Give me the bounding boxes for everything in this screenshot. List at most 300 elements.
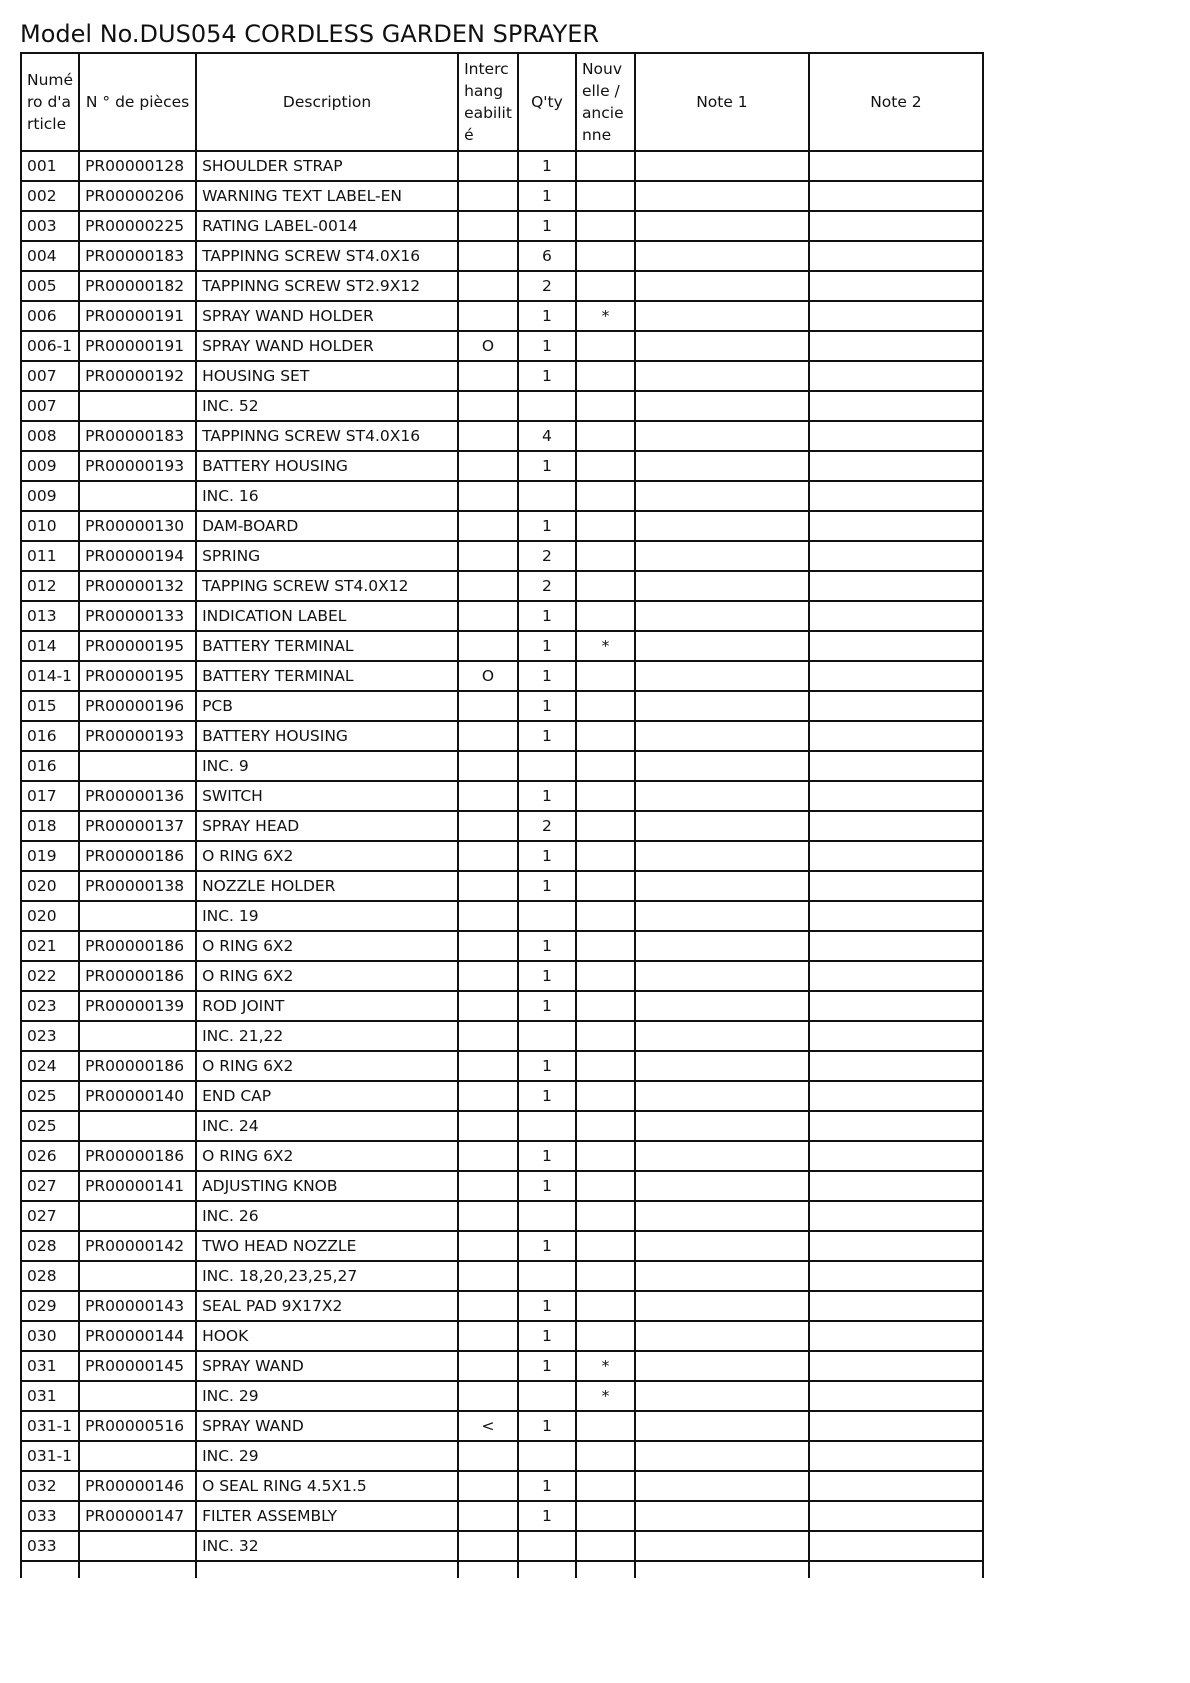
cell-description: INC. 29 (196, 1381, 458, 1411)
col-header-note-1: Note 1 (635, 53, 809, 151)
cell-note-2 (809, 331, 983, 361)
cell-note-2 (809, 241, 983, 271)
cell-item-number: 017 (21, 781, 79, 811)
cell-item-number: 031-1 (21, 1441, 79, 1471)
cell-interchangeability (458, 991, 518, 1021)
cell-item-number: 003 (21, 211, 79, 241)
cell-part-number (79, 901, 196, 931)
table-row (21, 781, 983, 811)
cell-interchangeability (458, 511, 518, 541)
cell-note-2 (809, 1501, 983, 1531)
table-row (21, 481, 983, 511)
cell-note-2 (809, 1141, 983, 1171)
cell-note-1 (635, 1171, 809, 1201)
cell-note-1 (635, 601, 809, 631)
table-row (21, 1231, 983, 1261)
cell-part-number: PR00000192 (79, 361, 196, 391)
cell-item-number: 023 (21, 1021, 79, 1051)
cell-note-2 (809, 1261, 983, 1291)
cell-description: RATING LABEL-0014 (196, 211, 458, 241)
cell-new-old (576, 1471, 635, 1501)
cell-interchangeability (458, 451, 518, 481)
cell-item-number: 004 (21, 241, 79, 271)
cell-description: INC. 9 (196, 751, 458, 781)
cell-note-1 (635, 1261, 809, 1291)
cell-part-number: PR00000137 (79, 811, 196, 841)
cell-note-2 (809, 1321, 983, 1351)
cell-new-old (576, 1051, 635, 1081)
cell-part-number: PR00000196 (79, 691, 196, 721)
cell-note-1 (635, 661, 809, 691)
cell-note-2 (809, 301, 983, 331)
empty-cell (21, 1561, 79, 1578)
table-row (21, 421, 983, 451)
cell-new-old (576, 181, 635, 211)
cell-item-number: 007 (21, 391, 79, 421)
cell-item-number: 022 (21, 961, 79, 991)
cell-item-number: 021 (21, 931, 79, 961)
cell-new-old (576, 1441, 635, 1471)
col-header-part-number: N ° de pièces (79, 53, 196, 151)
cell-note-2 (809, 1201, 983, 1231)
cell-item-number: 023 (21, 991, 79, 1021)
cell-note-2 (809, 1411, 983, 1441)
cell-note-2 (809, 361, 983, 391)
cell-note-1 (635, 751, 809, 781)
cell-quantity: 1 (518, 1471, 576, 1501)
cell-part-number: PR00000147 (79, 1501, 196, 1531)
table-row (21, 1051, 983, 1081)
cell-description: O RING 6X2 (196, 1051, 458, 1081)
cell-part-number: PR00000146 (79, 1471, 196, 1501)
cell-item-number: 020 (21, 901, 79, 931)
cell-item-number: 032 (21, 1471, 79, 1501)
cell-quantity (518, 481, 576, 511)
cell-new-old: * (576, 631, 635, 661)
cell-quantity: 1 (518, 511, 576, 541)
cell-item-number: 012 (21, 571, 79, 601)
cell-item-number: 024 (21, 1051, 79, 1081)
cell-new-old: * (576, 1351, 635, 1381)
cell-interchangeability (458, 271, 518, 301)
cell-interchangeability (458, 1201, 518, 1231)
cell-interchangeability (458, 721, 518, 751)
cell-note-1 (635, 931, 809, 961)
cell-note-1 (635, 331, 809, 361)
cell-new-old (576, 811, 635, 841)
cell-note-1 (635, 511, 809, 541)
cell-new-old (576, 1201, 635, 1231)
cell-interchangeability (458, 1501, 518, 1531)
cell-note-2 (809, 1111, 983, 1141)
cell-note-1 (635, 811, 809, 841)
cell-quantity: 1 (518, 1051, 576, 1081)
table-row (21, 931, 983, 961)
cell-new-old (576, 1321, 635, 1351)
cell-note-1 (635, 1351, 809, 1381)
cell-interchangeability (458, 421, 518, 451)
cell-quantity: 1 (518, 841, 576, 871)
table-row (21, 1441, 983, 1471)
cell-note-1 (635, 481, 809, 511)
cell-new-old (576, 541, 635, 571)
cell-note-1 (635, 1291, 809, 1321)
table-row (21, 841, 983, 871)
col-header-item-number: Numé ro d'a rticle (21, 53, 79, 151)
cell-part-number: PR00000144 (79, 1321, 196, 1351)
cell-quantity: 4 (518, 421, 576, 451)
cell-quantity: 1 (518, 361, 576, 391)
cell-new-old (576, 1501, 635, 1531)
cell-interchangeability (458, 931, 518, 961)
cell-description: WARNING TEXT LABEL-EN (196, 181, 458, 211)
cell-part-number: PR00000139 (79, 991, 196, 1021)
cell-item-number: 005 (21, 271, 79, 301)
cell-item-number: 019 (21, 841, 79, 871)
cell-part-number: PR00000186 (79, 961, 196, 991)
cell-part-number: PR00000195 (79, 631, 196, 661)
cell-description: SPRAY WAND (196, 1351, 458, 1381)
cell-quantity (518, 751, 576, 781)
cell-part-number: PR00000145 (79, 1351, 196, 1381)
cell-note-2 (809, 1351, 983, 1381)
cell-note-1 (635, 571, 809, 601)
cell-note-2 (809, 811, 983, 841)
cell-item-number: 027 (21, 1201, 79, 1231)
cell-note-1 (635, 781, 809, 811)
cell-description: BATTERY HOUSING (196, 721, 458, 751)
cell-description: O RING 6X2 (196, 1141, 458, 1171)
cell-quantity: 1 (518, 721, 576, 751)
cell-quantity: 1 (518, 1231, 576, 1261)
cell-part-number: PR00000141 (79, 1171, 196, 1201)
table-row (21, 1381, 983, 1411)
table-row (21, 1171, 983, 1201)
cell-quantity: 1 (518, 1411, 576, 1441)
cell-note-2 (809, 961, 983, 991)
cell-new-old: * (576, 301, 635, 331)
cell-new-old (576, 1231, 635, 1261)
cell-new-old (576, 751, 635, 781)
cell-note-2 (809, 1051, 983, 1081)
cell-description: SPRAY WAND HOLDER (196, 301, 458, 331)
table-row (21, 511, 983, 541)
cell-part-number: PR00000182 (79, 271, 196, 301)
cell-description: HOOK (196, 1321, 458, 1351)
cell-interchangeability: < (458, 1411, 518, 1441)
cell-description: SPRAY HEAD (196, 811, 458, 841)
cell-new-old (576, 241, 635, 271)
table-row (21, 1201, 983, 1231)
cell-description: SPRAY WAND (196, 1411, 458, 1441)
cell-note-1 (635, 1531, 809, 1561)
cell-item-number: 011 (21, 541, 79, 571)
cell-description: INC. 18,20,23,25,27 (196, 1261, 458, 1291)
cell-item-number: 014 (21, 631, 79, 661)
cell-description: SEAL PAD 9X17X2 (196, 1291, 458, 1321)
cell-new-old (576, 721, 635, 751)
cell-note-1 (635, 421, 809, 451)
table-row (21, 211, 983, 241)
cell-note-2 (809, 1171, 983, 1201)
cell-quantity: 1 (518, 871, 576, 901)
cell-part-number: PR00000128 (79, 151, 196, 181)
table-row (21, 241, 983, 271)
cell-interchangeability (458, 541, 518, 571)
cell-interchangeability (458, 211, 518, 241)
cell-item-number: 028 (21, 1231, 79, 1261)
table-row (21, 1081, 983, 1111)
cell-description: TAPPINNG SCREW ST4.0X16 (196, 241, 458, 271)
cell-new-old (576, 391, 635, 421)
cell-description: SPRAY WAND HOLDER (196, 331, 458, 361)
cell-part-number (79, 481, 196, 511)
parts-table (20, 52, 984, 1578)
cell-new-old (576, 1081, 635, 1111)
cell-new-old (576, 1141, 635, 1171)
cell-note-2 (809, 1471, 983, 1501)
table-row (21, 571, 983, 601)
cell-item-number: 031 (21, 1381, 79, 1411)
cell-interchangeability (458, 1441, 518, 1471)
table-row (21, 1351, 983, 1381)
table-row (21, 1471, 983, 1501)
cell-new-old (576, 601, 635, 631)
cell-part-number: PR00000193 (79, 451, 196, 481)
cell-note-2 (809, 151, 983, 181)
cell-interchangeability (458, 1351, 518, 1381)
cell-new-old (576, 841, 635, 871)
cell-part-number (79, 1531, 196, 1561)
cell-new-old (576, 661, 635, 691)
cell-quantity (518, 1111, 576, 1141)
cell-description: PCB (196, 691, 458, 721)
cell-note-1 (635, 1501, 809, 1531)
cell-description: INC. 26 (196, 1201, 458, 1231)
cell-note-1 (635, 181, 809, 211)
cell-part-number: PR00000195 (79, 661, 196, 691)
cell-quantity (518, 1531, 576, 1561)
cell-description: BATTERY TERMINAL (196, 661, 458, 691)
cell-part-number: PR00000225 (79, 211, 196, 241)
table-row (21, 541, 983, 571)
cell-note-2 (809, 601, 983, 631)
cell-note-1 (635, 631, 809, 661)
table-row (21, 721, 983, 751)
cell-new-old (576, 481, 635, 511)
col-header-description: Description (196, 53, 458, 151)
cell-item-number: 002 (21, 181, 79, 211)
cell-note-1 (635, 1321, 809, 1351)
cell-note-2 (809, 511, 983, 541)
cell-part-number: PR00000516 (79, 1411, 196, 1441)
cell-note-2 (809, 181, 983, 211)
cell-quantity (518, 901, 576, 931)
cell-part-number: PR00000130 (79, 511, 196, 541)
cell-note-1 (635, 841, 809, 871)
cell-description: HOUSING SET (196, 361, 458, 391)
cell-description: DAM-BOARD (196, 511, 458, 541)
table-row (21, 961, 983, 991)
cell-part-number: PR00000133 (79, 601, 196, 631)
cell-new-old (576, 451, 635, 481)
cell-interchangeability (458, 1141, 518, 1171)
cell-part-number: PR00000186 (79, 931, 196, 961)
cell-note-1 (635, 241, 809, 271)
cell-quantity: 1 (518, 691, 576, 721)
cell-quantity: 1 (518, 991, 576, 1021)
cell-description: O RING 6X2 (196, 841, 458, 871)
cell-note-2 (809, 901, 983, 931)
cell-new-old (576, 991, 635, 1021)
cell-item-number: 026 (21, 1141, 79, 1171)
cell-description: INC. 16 (196, 481, 458, 511)
cell-item-number: 029 (21, 1291, 79, 1321)
cell-part-number (79, 1261, 196, 1291)
cell-interchangeability: O (458, 331, 518, 361)
cell-quantity: 1 (518, 451, 576, 481)
cell-note-1 (635, 301, 809, 331)
cell-interchangeability (458, 1111, 518, 1141)
cell-interchangeability (458, 1021, 518, 1051)
cell-description: TAPPINNG SCREW ST2.9X12 (196, 271, 458, 301)
cell-new-old (576, 421, 635, 451)
cell-part-number: PR00000138 (79, 871, 196, 901)
cell-quantity: 1 (518, 961, 576, 991)
cell-quantity: 2 (518, 271, 576, 301)
cell-interchangeability (458, 811, 518, 841)
cell-interchangeability (458, 631, 518, 661)
cell-item-number: 001 (21, 151, 79, 181)
table-row (21, 451, 983, 481)
cell-item-number: 025 (21, 1111, 79, 1141)
cell-interchangeability (458, 871, 518, 901)
cell-note-2 (809, 541, 983, 571)
empty-cell (196, 1561, 458, 1578)
cell-quantity: 1 (518, 1141, 576, 1171)
cell-note-2 (809, 481, 983, 511)
cell-new-old (576, 781, 635, 811)
empty-cell (518, 1561, 576, 1578)
empty-cell (809, 1561, 983, 1578)
cell-part-number: PR00000183 (79, 421, 196, 451)
cell-item-number: 016 (21, 721, 79, 751)
cell-item-number: 006 (21, 301, 79, 331)
table-row (21, 1111, 983, 1141)
cell-description: INC. 21,22 (196, 1021, 458, 1051)
cell-interchangeability (458, 1261, 518, 1291)
cell-new-old (576, 691, 635, 721)
cell-note-2 (809, 751, 983, 781)
cell-quantity: 1 (518, 781, 576, 811)
cell-note-2 (809, 1441, 983, 1471)
cell-note-2 (809, 841, 983, 871)
cell-part-number (79, 751, 196, 781)
cell-new-old (576, 1291, 635, 1321)
cell-quantity: 1 (518, 601, 576, 631)
cell-note-1 (635, 1051, 809, 1081)
cell-quantity: 1 (518, 1291, 576, 1321)
table-row (21, 661, 983, 691)
cell-new-old (576, 871, 635, 901)
cell-interchangeability (458, 1471, 518, 1501)
page-title: Model No.DUS054 CORDLESS GARDEN SPRAYER (20, 20, 600, 48)
cell-quantity: 1 (518, 1501, 576, 1531)
cell-new-old (576, 511, 635, 541)
cell-description: TAPPINNG SCREW ST4.0X16 (196, 421, 458, 451)
cell-note-1 (635, 451, 809, 481)
cell-interchangeability (458, 241, 518, 271)
cell-note-2 (809, 1081, 983, 1111)
cell-note-1 (635, 691, 809, 721)
cell-item-number: 010 (21, 511, 79, 541)
cell-description: INC. 19 (196, 901, 458, 931)
cell-part-number: PR00000186 (79, 841, 196, 871)
cell-description: NOZZLE HOLDER (196, 871, 458, 901)
cell-note-1 (635, 361, 809, 391)
cell-interchangeability (458, 1081, 518, 1111)
cell-new-old (576, 1531, 635, 1561)
cell-interchangeability (458, 361, 518, 391)
cell-description: SHOULDER STRAP (196, 151, 458, 181)
table-row (21, 631, 983, 661)
empty-cell (635, 1561, 809, 1578)
cell-new-old (576, 211, 635, 241)
cell-description: INDICATION LABEL (196, 601, 458, 631)
cell-part-number: PR00000193 (79, 721, 196, 751)
table-row (21, 811, 983, 841)
table-row (21, 901, 983, 931)
cell-description: FILTER ASSEMBLY (196, 1501, 458, 1531)
cell-description: END CAP (196, 1081, 458, 1111)
cell-note-1 (635, 871, 809, 901)
cell-item-number: 006-1 (21, 331, 79, 361)
cell-new-old (576, 1171, 635, 1201)
cell-description: INC. 24 (196, 1111, 458, 1141)
cell-interchangeability (458, 751, 518, 781)
cell-interchangeability (458, 1231, 518, 1261)
cell-item-number: 031 (21, 1351, 79, 1381)
cell-item-number: 009 (21, 451, 79, 481)
cell-note-1 (635, 901, 809, 931)
cell-interchangeability: O (458, 661, 518, 691)
cell-new-old: * (576, 1381, 635, 1411)
cell-new-old (576, 1261, 635, 1291)
cell-interchangeability (458, 1291, 518, 1321)
cell-part-number: PR00000191 (79, 331, 196, 361)
cell-note-2 (809, 571, 983, 601)
cell-part-number (79, 1441, 196, 1471)
cell-new-old (576, 1021, 635, 1051)
cell-description: SWITCH (196, 781, 458, 811)
cell-interchangeability (458, 1381, 518, 1411)
cell-note-2 (809, 871, 983, 901)
cell-description: INC. 29 (196, 1441, 458, 1471)
cell-part-number: PR00000186 (79, 1141, 196, 1171)
cell-description: INC. 32 (196, 1531, 458, 1561)
cell-note-2 (809, 1381, 983, 1411)
cell-description: BATTERY HOUSING (196, 451, 458, 481)
cell-interchangeability (458, 481, 518, 511)
cell-note-1 (635, 1021, 809, 1051)
cell-description: O RING 6X2 (196, 931, 458, 961)
empty-cell (458, 1561, 518, 1578)
cell-description: TAPPING SCREW ST4.0X12 (196, 571, 458, 601)
cell-quantity: 1 (518, 301, 576, 331)
cell-quantity: 1 (518, 1351, 576, 1381)
cell-item-number: 014-1 (21, 661, 79, 691)
col-header-quantity: Q'ty (518, 53, 576, 151)
